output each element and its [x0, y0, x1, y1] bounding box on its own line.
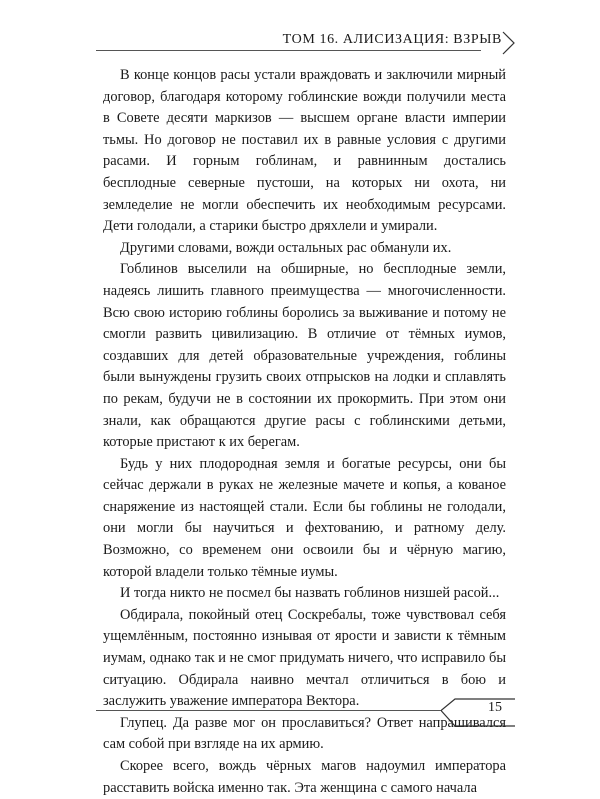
paragraph: И тогда никто не посмел бы назвать гоблинов низшей расой...	[120, 585, 500, 602]
footer-rule	[96, 710, 441, 711]
running-title: ТОМ 16. АЛИСИЗАЦИЯ: ВЗРЫВ	[282, 32, 502, 47]
header-rule	[96, 50, 481, 51]
running-header	[96, 24, 516, 58]
body-text	[103, 65, 506, 799]
header-arrow-ornament	[502, 30, 516, 56]
paragraph: В конце концов расы устали враждовать и заключили мирный договор, благодаря которому гоблинские вожди получили места в Совете десяти маркизов — высшем органе власти империи тьмы. Но договор не поставил их в равные условия с другими расами. И горным гоблинам, и равнинным достались бесплодные северные пустоши, на которых ни охота, ни земледелие не могли обеспечить их необходимым ресурсами. Дети голодали, а старики быстро дряхлели и умирали.	[103, 67, 506, 235]
paragraph: Будь у них плодородная земля и богатые ресурсы, они бы сейчас держали в руках не железные мачете и копья, а кованое снаряжение из настоящей стали. Если бы гоблины не голодали, они могли бы научиться и фехтованию, и ратному делу. Возможно, со временем они освоили бы и чёрную магию, которой владели только тёмные иумы.	[103, 455, 506, 580]
paragraph: Глупец. Да разве мог он прославиться? Ответ напрашивался сам собой при взгляде на их армию.	[103, 714, 506, 753]
footer-tab-ornament	[441, 698, 516, 728]
page-footer	[96, 696, 516, 736]
paragraph: Гоблинов выселили на обширные, но бесплодные земли, надеясь лишить главного преимущества — многочисленности. Всю свою историю гоблины боролись за выживание и потому не смогли развить цивилизацию. В отличие от тёмных иумов, создавших для детей образовательные учреждения, гоблины были вынуждены грузить своих отпрысков на лодки и сплавлять по рекам, будучи не в состоянии их прокормить. При этом они знали, как обращаются другие расы с гоблинскими детьми, которые пристают к их берегам.	[103, 261, 506, 451]
page-number: 15	[488, 700, 502, 715]
paragraph: Скорее всего, вождь чёрных магов надоумил императора расставить войска именно так. Эта женщина с самого начала	[103, 758, 506, 796]
paragraph: Другими словами, вожди остальных рас обманули их.	[120, 239, 452, 256]
paragraph: Обдирала, покойный отец Соскребалы, тоже чувствовал себя ущемлённым, постоянно изнывая от ярости и зависти к тёмным иумам, однако так и не смог придумать ничего, что исправило бы ситуацию. Обдирала наивно мечтал отличиться в бою и заслужить уважение императора Вектора.	[103, 606, 506, 710]
